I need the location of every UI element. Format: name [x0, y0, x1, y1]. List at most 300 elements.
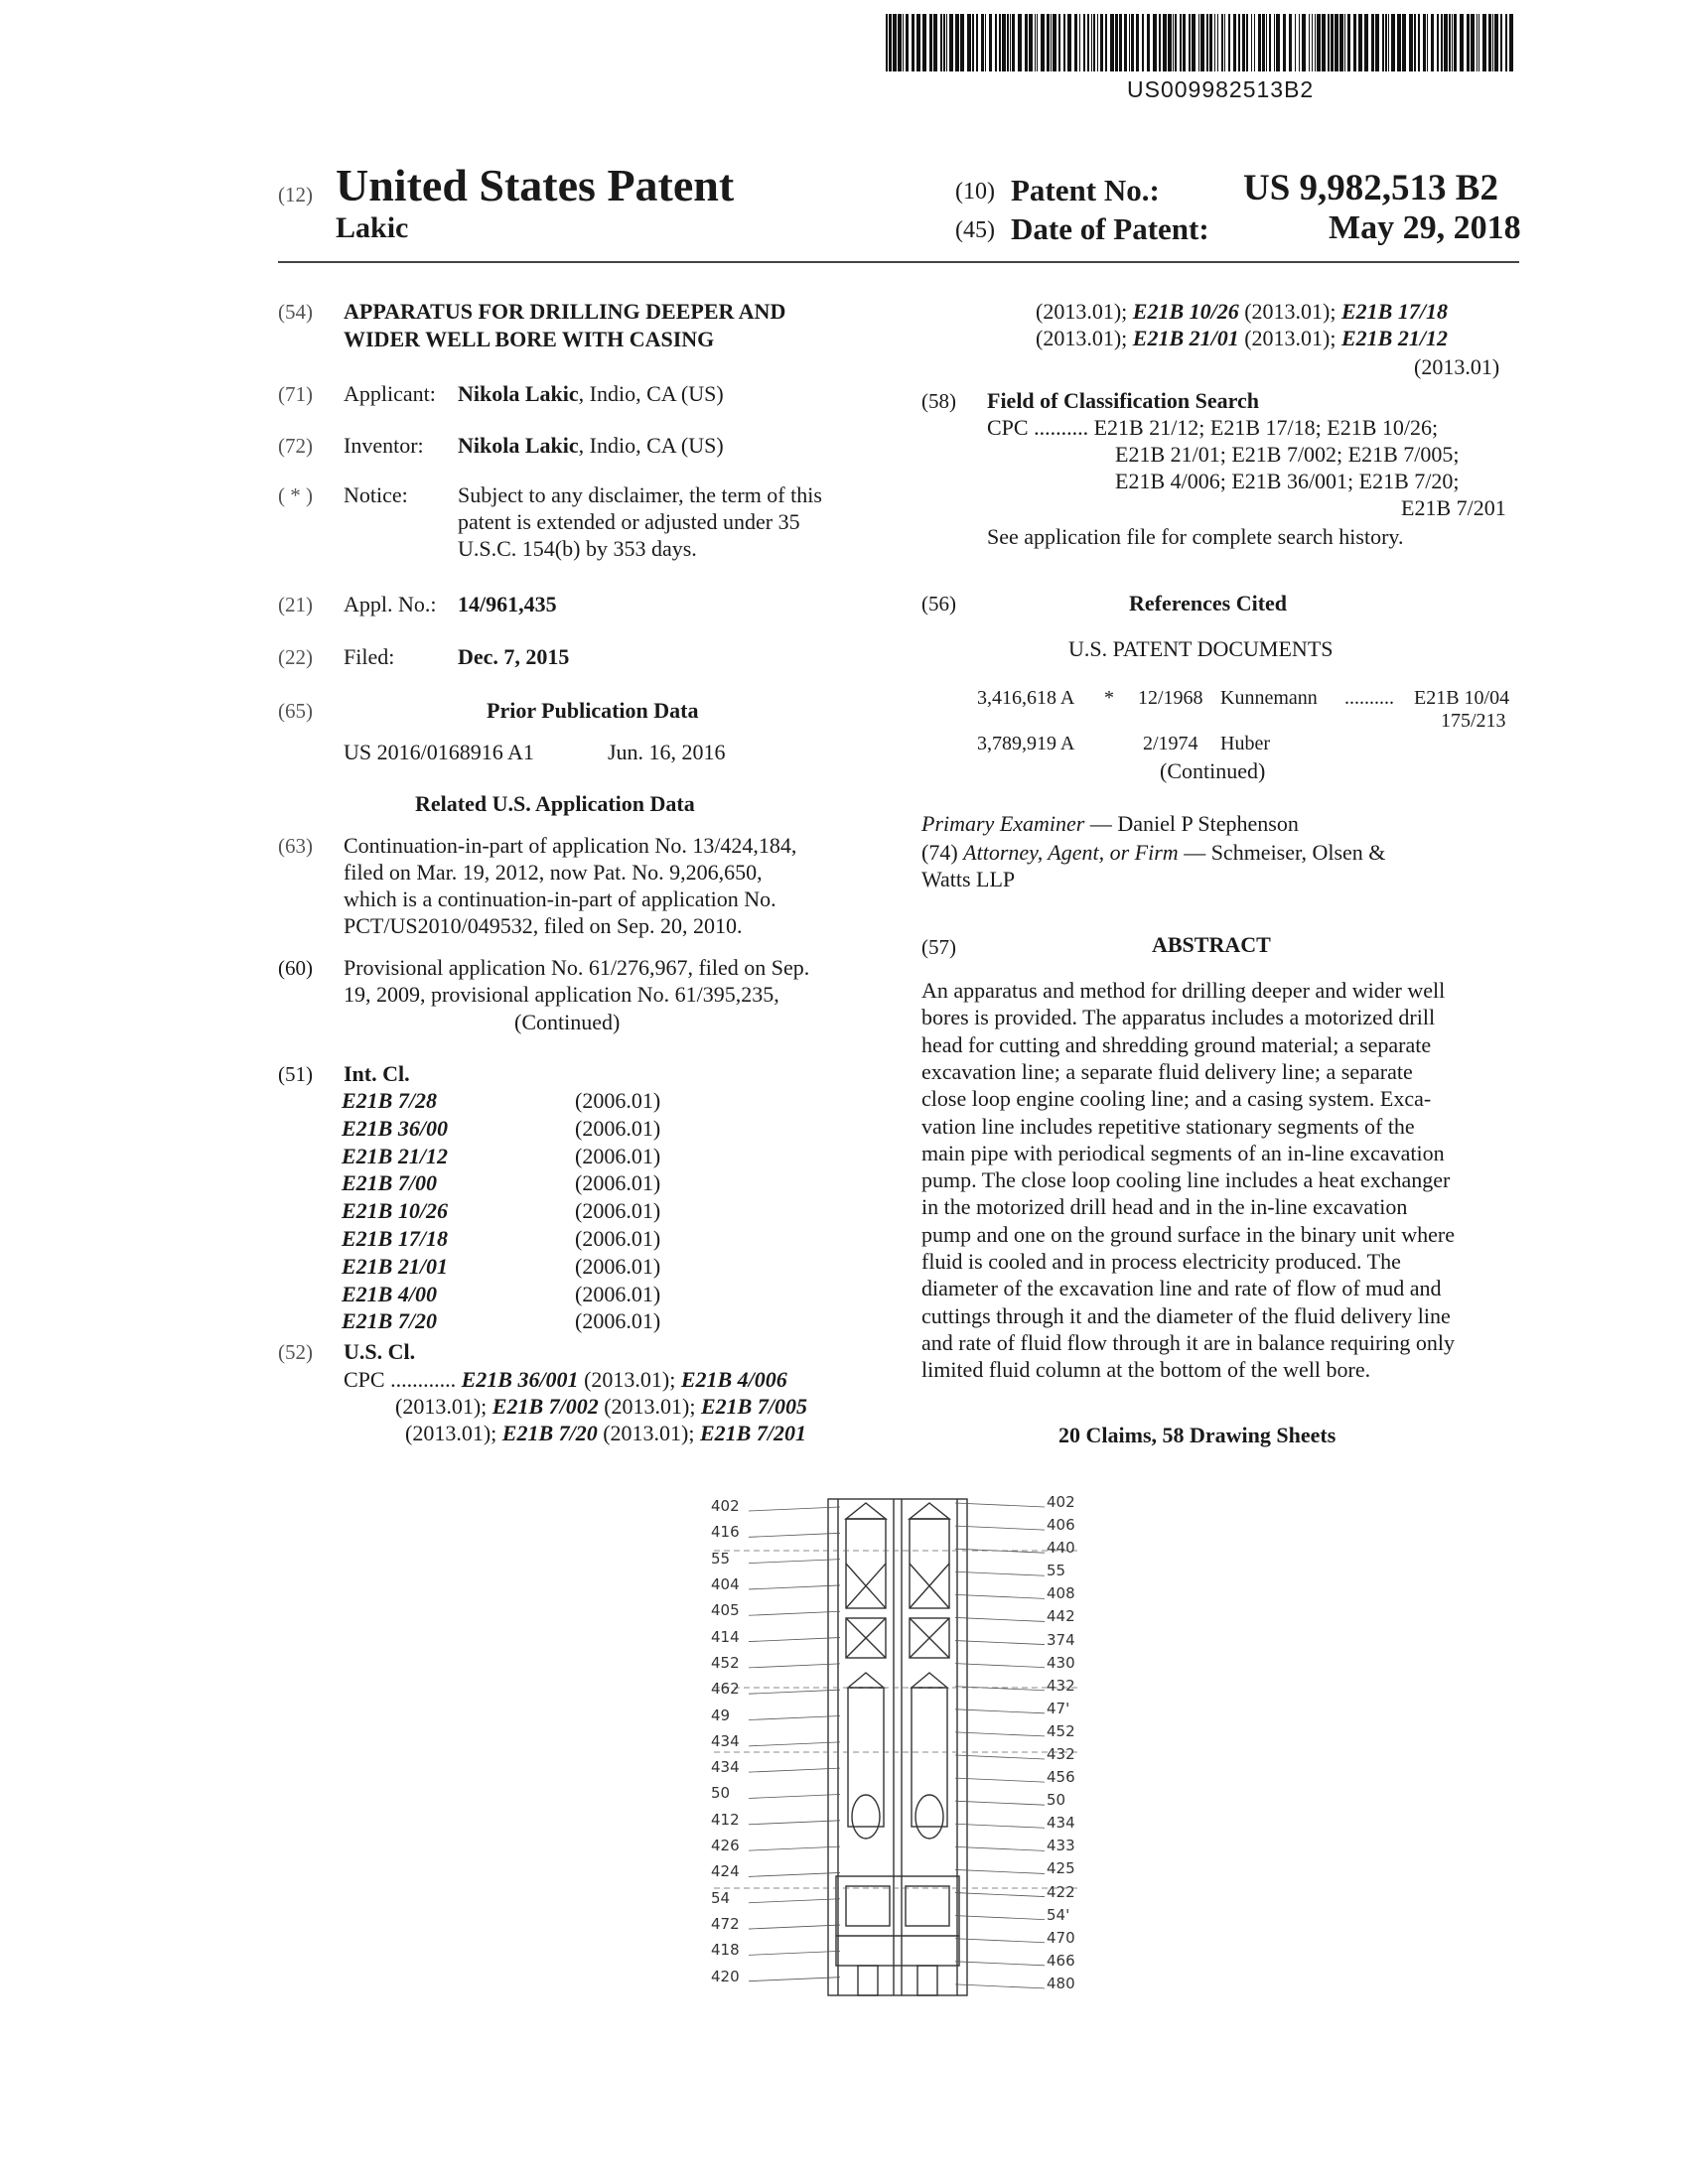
- barcode-bar: [1344, 14, 1345, 71]
- reference-numeral: 406: [1047, 1516, 1075, 1535]
- inid-60: (60): [278, 956, 313, 980]
- int-cl-code: E21B 17/18: [342, 1226, 448, 1251]
- barcode-bar: [1385, 14, 1387, 71]
- continuation-2: filed on Mar. 19, 2012, now Pat. No. 9,206,650,: [344, 860, 763, 885]
- leader-line: [749, 1794, 840, 1798]
- barcode-bar: [985, 14, 986, 71]
- barcode-bar: [1251, 14, 1252, 71]
- barcode-bar: [972, 14, 974, 71]
- reference-numeral: 456: [1047, 1768, 1075, 1787]
- barcode-bar: [1129, 14, 1130, 71]
- barcode-bar: [1025, 14, 1028, 71]
- invention-title-line2: WIDER WELL BORE WITH CASING: [344, 327, 715, 351]
- filed-date: Dec. 7, 2015: [458, 644, 570, 669]
- cpc-code: E21B 36/001: [461, 1367, 579, 1392]
- inventor: [458, 432, 724, 460]
- applicant-name: Nikola Lakic: [458, 381, 579, 406]
- reference-numeral: 49: [711, 1706, 731, 1724]
- reference-1-star: *: [1104, 687, 1114, 709]
- prior-publication-date: Jun. 16, 2016: [608, 740, 726, 764]
- leader-line: [955, 1801, 1045, 1805]
- cpc-code: E21B 7/002: [492, 1394, 599, 1419]
- barcode-bar: [1115, 14, 1118, 71]
- abstract-line: diameter of the excavation line and rate of flow of mud and: [921, 1276, 1442, 1301]
- leader-line: [749, 1716, 840, 1720]
- barcode-bar: [1224, 14, 1225, 71]
- us-patent-docs-heading: U.S. PATENT DOCUMENTS: [1068, 636, 1334, 661]
- reference-2-name: Huber: [1220, 733, 1270, 754]
- int-cl-version: (2006.01): [575, 1088, 661, 1113]
- abstract-line: close loop engine cooling line; and a casing system. Exca-: [921, 1086, 1432, 1112]
- cpc-version: (2013.01);: [597, 1421, 700, 1445]
- barcode-bar: [1431, 14, 1434, 71]
- barcode-bar: [1414, 14, 1416, 71]
- barcode-bar: [1002, 14, 1006, 71]
- abstract-line: limited fluid column at the bottom of the well bore.: [921, 1357, 1371, 1383]
- abstract-line: in the motorized drill head and in the in-line excavation: [921, 1194, 1408, 1220]
- int-cl-label: Int. Cl.: [344, 1061, 410, 1086]
- barcode-bar: [1131, 14, 1134, 71]
- reference-1-name: Kunnemann: [1220, 687, 1318, 709]
- continuation-3: which is a continuation-in-part of application No.: [344, 887, 776, 911]
- abstract-line: fluid is cooled and in process electricity produced. The: [921, 1249, 1401, 1274]
- barcode-bar: [1437, 14, 1439, 71]
- barcode-bar: [889, 14, 892, 71]
- inid-12: (12): [278, 183, 313, 206]
- cpc-code: E21B 21/01: [1132, 326, 1239, 350]
- reference-numeral: 420: [711, 1967, 740, 1985]
- leader-line: [749, 1690, 840, 1694]
- barcode-bar: [1358, 14, 1362, 71]
- barcode-bar: [1067, 14, 1071, 71]
- us-cl-cpc-line1: [344, 1366, 787, 1394]
- leader-line: [955, 1916, 1045, 1920]
- barcode-bar: [1087, 14, 1089, 71]
- barcode-bar: [1353, 14, 1356, 71]
- notice-label: Notice:: [344, 482, 408, 507]
- reference-1-number: 3,416,618 A: [977, 687, 1075, 709]
- barcode-bar: [886, 14, 888, 71]
- inid-71: (71): [278, 382, 313, 406]
- inid-51: (51): [278, 1062, 313, 1086]
- patent-type-title: United States Patent: [336, 160, 735, 210]
- barcode-bar: [967, 14, 971, 71]
- reference-numeral: 425: [1047, 1859, 1075, 1878]
- continuation-4: PCT/US2010/049532, filed on Sep. 20, 2010.: [344, 913, 743, 938]
- leader-line: [749, 1978, 840, 1981]
- reference-numeral: 426: [711, 1837, 740, 1855]
- reference-2-number: 3,789,919 A: [977, 733, 1075, 754]
- reference-numeral: 424: [711, 1862, 740, 1881]
- leader-line: [749, 1638, 840, 1642]
- field-cpc-3: E21B 4/006; E21B 36/001; E21B 7/20;: [1115, 469, 1460, 493]
- reference-numeral: 416: [711, 1523, 740, 1542]
- reference-numeral: 54': [1047, 1905, 1070, 1924]
- barcode-bar: [1423, 14, 1426, 71]
- barcode-bar: [940, 14, 942, 71]
- barcode-bar: [1209, 14, 1212, 71]
- reference-numeral: 470: [1047, 1928, 1075, 1947]
- cpc-code: E21B 17/18: [1341, 299, 1448, 324]
- barcode: [884, 14, 1519, 71]
- barcode-bar: [1371, 14, 1374, 71]
- cpc-code: E21B 7/005: [701, 1394, 807, 1419]
- field-search-heading: Field of Classification Search: [987, 388, 1259, 413]
- int-cl-code: E21B 21/01: [342, 1253, 448, 1279]
- inid-74: (74): [921, 840, 958, 865]
- barcode-bar: [949, 14, 953, 71]
- leader-line: [955, 1526, 1045, 1530]
- barcode-bar: [1246, 14, 1248, 71]
- notice-text-3: U.S.C. 154(b) by 353 days.: [458, 536, 697, 561]
- reference-numeral: 54: [711, 1888, 731, 1907]
- leader-line: [955, 1687, 1045, 1691]
- barcode-bar: [1183, 14, 1186, 71]
- cpc-version: (2013.01);: [405, 1421, 502, 1445]
- field-cpc-2: E21B 21/01; E21B 7/002; E21B 7/005;: [1115, 442, 1460, 467]
- reference-numeral: 433: [1047, 1837, 1075, 1855]
- barcode-bar: [1262, 14, 1265, 71]
- cpc-version: (2013.01);: [1036, 299, 1133, 324]
- barcode-bar: [1317, 14, 1321, 71]
- barcode-bar: [1242, 14, 1245, 71]
- us-cl-label: U.S. Cl.: [344, 1339, 416, 1364]
- reference-numeral: 55: [1047, 1562, 1066, 1580]
- primary-examiner: [921, 810, 1299, 838]
- barcode-bar: [1189, 14, 1191, 71]
- int-cl-version: (2006.01): [575, 1281, 661, 1306]
- barcode-bar: [1153, 14, 1157, 71]
- barcode-bar: [1147, 14, 1150, 71]
- reference-numeral: 452: [1047, 1721, 1075, 1740]
- leader-line: [955, 1641, 1045, 1645]
- cpc-version: (2013.01);: [1238, 326, 1341, 350]
- inid-56: (56): [921, 592, 956, 615]
- leader-line: [955, 1732, 1045, 1736]
- date-label: Date of Patent:: [1011, 211, 1209, 246]
- barcode-bar: [1299, 14, 1300, 71]
- barcode-bar: [999, 14, 1001, 71]
- leader-line: [955, 1939, 1045, 1943]
- barcode-bar: [1449, 14, 1451, 71]
- barcode-bar: [995, 14, 997, 71]
- reference-1-class: E21B 10/04: [1414, 687, 1510, 709]
- abstract-line: cuttings through it and the diameter of the fluid delivery line: [921, 1302, 1451, 1328]
- abstract-line: An apparatus and method for drilling deeper and wider well: [921, 978, 1446, 1003]
- continuation-1: Continuation-in-part of application No. 13/424,184,: [344, 833, 797, 858]
- cpc-version: (2013.01);: [578, 1367, 681, 1392]
- leader-line: [749, 1507, 840, 1511]
- attorney-name: — Schmeiser, Olsen &: [1178, 840, 1386, 865]
- attorney-name-2: Watts LLP: [921, 867, 1016, 891]
- inid-72: (72): [278, 434, 313, 458]
- barcode-bar: [1254, 14, 1255, 71]
- barcode-bar: [1233, 14, 1236, 71]
- leader-line: [955, 1571, 1045, 1575]
- appl-no-label: Appl. No.:: [344, 592, 437, 616]
- abstract-line: vation line includes repetitive stationary segments of the: [921, 1113, 1415, 1139]
- barcode-bar: [1364, 14, 1368, 71]
- cpc-code: E21B 10/26: [1132, 299, 1239, 324]
- attorney: [921, 839, 1385, 867]
- leader-line: [749, 1742, 840, 1746]
- barcode-bar: [1012, 14, 1015, 71]
- inid-notice: ( * ): [278, 483, 313, 507]
- barcode-bar: [976, 14, 978, 71]
- barcode-bar: [1454, 14, 1457, 71]
- notice-text-1: Subject to any disclaimer, the term of this: [458, 482, 822, 507]
- appl-no: 14/961,435: [458, 592, 557, 616]
- barcode-bar: [1488, 14, 1491, 71]
- inid-45: (45): [955, 217, 995, 243]
- barcode-bar: [1168, 14, 1172, 71]
- barcode-bar: [1322, 14, 1326, 71]
- int-cl-version: (2006.01): [575, 1143, 661, 1168]
- reference-numeral: 434: [711, 1731, 740, 1750]
- reference-numeral: 432: [1047, 1676, 1075, 1695]
- barcode-bar: [1074, 14, 1077, 71]
- leader-line: [955, 1869, 1045, 1873]
- barcode-bar: [1105, 14, 1107, 71]
- barcode-bar: [989, 14, 992, 71]
- barcode-bar: [1441, 14, 1443, 71]
- inid-63: (63): [278, 834, 313, 858]
- leader-line: [749, 1533, 840, 1537]
- barcode-bar: [1051, 14, 1052, 71]
- barcode-bar: [1214, 14, 1215, 71]
- barcode-bar: [1347, 14, 1350, 71]
- representative-drawing: [709, 1489, 1086, 2005]
- barcode-bar: [1276, 14, 1280, 71]
- barcode-bar: [1058, 14, 1060, 71]
- leader-line: [955, 1778, 1045, 1782]
- reference-1-dots: ..........: [1344, 687, 1394, 709]
- cpc-cont-line3: (2013.01): [1414, 354, 1500, 379]
- field-see-note: See application file for complete search history.: [987, 524, 1404, 549]
- abstract-line: bores is provided. The apparatus includes a motorized drill: [921, 1005, 1436, 1030]
- barcode-bar: [1494, 14, 1498, 71]
- barcode-bar: [1093, 14, 1095, 71]
- barcode-bar: [1035, 14, 1036, 71]
- provisional-2: 19, 2009, provisional application No. 61/395,235,: [344, 982, 779, 1007]
- barcode-bar: [1397, 14, 1401, 71]
- abstract-line: head for cutting and shredding ground material; a separate: [921, 1031, 1432, 1057]
- barcode-bar: [916, 14, 920, 71]
- barcode-bar: [1375, 14, 1379, 71]
- provisional-1: Provisional application No. 61/276,967, filed on Sep.: [344, 955, 810, 980]
- barcode-bar: [903, 14, 904, 71]
- cpc-label: CPC ............: [344, 1367, 457, 1392]
- barcode-bar: [1217, 14, 1218, 71]
- filed-label: Filed:: [344, 644, 395, 669]
- prior-publication-number: US 2016/0168916 A1: [344, 740, 534, 764]
- reference-numeral: 466: [1047, 1951, 1075, 1970]
- barcode-bar: [1198, 14, 1199, 71]
- int-cl-version: (2006.01): [575, 1198, 661, 1224]
- reference-numeral: 422: [1047, 1882, 1075, 1901]
- reference-1-date: 12/1968: [1138, 687, 1203, 709]
- reference-numeral: 402: [1047, 1493, 1075, 1511]
- cpc-version: (2013.01);: [1238, 299, 1341, 324]
- claims-count: 20 Claims, 58 Drawing Sheets: [1058, 1423, 1336, 1447]
- reference-numeral: 412: [711, 1810, 740, 1829]
- inventor-name: Nikola Lakic: [458, 433, 579, 458]
- leader-line: [749, 1899, 840, 1903]
- barcode-bar: [1221, 14, 1223, 71]
- barcode-bar: [1388, 14, 1389, 71]
- barcode-bar: [1482, 14, 1486, 71]
- barcode-bar: [1228, 14, 1230, 71]
- leader-line: [749, 1925, 840, 1929]
- barcode-bar: [1173, 14, 1174, 71]
- barcode-bar: [1478, 14, 1479, 71]
- abstract-line: main pipe with periodical segments of an in-line excavation: [921, 1140, 1445, 1165]
- barcode-bar: [1206, 14, 1208, 71]
- barcode-bar: [1007, 14, 1009, 71]
- barcode-bar: [1295, 14, 1296, 71]
- barcode-bar: [1159, 14, 1161, 71]
- leader-line: [749, 1951, 840, 1955]
- inid-65: (65): [278, 699, 313, 723]
- abstract-heading: ABSTRACT: [1152, 932, 1271, 957]
- cpc-version: (2013.01);: [395, 1394, 492, 1419]
- reference-numeral: 432: [1047, 1745, 1075, 1763]
- barcode-bar: [1302, 14, 1306, 71]
- abstract-line: pump. The close loop cooling line includes a heat exchanger: [921, 1167, 1451, 1193]
- barcode-bar: [1192, 14, 1196, 71]
- barcode-bar: [1335, 14, 1338, 71]
- barcode-bar: [929, 14, 932, 71]
- inid-58: (58): [921, 389, 956, 413]
- int-cl-code: E21B 7/00: [342, 1170, 437, 1196]
- barcode-bar: [1274, 14, 1275, 71]
- references-continued: (Continued): [1160, 758, 1266, 783]
- int-cl-version: (2006.01): [575, 1115, 661, 1141]
- cpc-version: (2013.01);: [598, 1394, 701, 1419]
- cpc-code: E21B 21/12: [1341, 326, 1448, 350]
- invention-title-line1: APPARATUS FOR DRILLING DEEPER AND: [344, 299, 786, 324]
- barcode-bar: [1142, 14, 1144, 71]
- int-cl-code: E21B 10/26: [342, 1198, 448, 1224]
- barcode-bar: [1083, 14, 1085, 71]
- reference-numeral: 414: [711, 1627, 740, 1646]
- barcode-bar: [1163, 14, 1167, 71]
- int-cl-code: E21B 36/00: [342, 1115, 448, 1141]
- leader-line: [955, 1824, 1045, 1828]
- barcode-bar: [1136, 14, 1139, 71]
- inid-21: (21): [278, 593, 313, 616]
- leader-line: [955, 1664, 1045, 1668]
- leader-line: [955, 1962, 1045, 1966]
- barcode-bar: [1053, 14, 1056, 71]
- barcode-bar: [1471, 14, 1475, 71]
- leader-line: [955, 1846, 1045, 1850]
- leader-line: [749, 1821, 840, 1825]
- leader-line: [749, 1611, 840, 1615]
- reference-numeral: 480: [1047, 1974, 1075, 1992]
- field-cpc-4: E21B 7/201: [1401, 495, 1506, 520]
- inid-52: (52): [278, 1340, 313, 1364]
- barcode-bar: [1091, 14, 1092, 71]
- reference-numeral: 418: [711, 1941, 740, 1960]
- inventor-location: , Indio, CA (US): [578, 433, 724, 458]
- barcode-bar: [1269, 14, 1271, 71]
- field-cpc-1: CPC .......... E21B 21/12; E21B 17/18; E21B 10/26;: [987, 415, 1439, 440]
- reference-numeral: 440: [1047, 1539, 1075, 1558]
- barcode-bar: [1124, 14, 1127, 71]
- reference-1-class2: 175/213: [1441, 710, 1506, 732]
- barcode-bar: [1402, 14, 1406, 71]
- prior-publication-heading: Prior Publication Data: [487, 698, 699, 723]
- leader-line: [955, 1617, 1045, 1621]
- applicant-location: , Indio, CA (US): [578, 381, 724, 406]
- int-cl-code: E21B 21/12: [342, 1143, 448, 1168]
- barcode-bar: [1018, 14, 1022, 71]
- provisional-continued: (Continued): [514, 1010, 621, 1034]
- patent-number: US 9,982,513 B2: [1243, 168, 1498, 208]
- barcode-bar: [1312, 14, 1313, 71]
- barcode-bar: [906, 14, 909, 71]
- related-data-heading: Related U.S. Application Data: [415, 791, 695, 816]
- int-cl-code: E21B 4/00: [342, 1281, 437, 1306]
- header-divider: [278, 261, 1519, 263]
- cpc-cont-line1: [1036, 298, 1448, 326]
- abstract-line: excavation line; a separate fluid delivery line; a separate: [921, 1058, 1413, 1084]
- barcode-bar: [1460, 14, 1464, 71]
- barcode-bar: [1097, 14, 1098, 71]
- cpc-version: (2013.01);: [1036, 326, 1133, 350]
- reference-numeral: 402: [711, 1497, 740, 1515]
- reference-numeral: 47': [1047, 1699, 1070, 1717]
- int-cl-version: (2006.01): [575, 1226, 661, 1251]
- drilling-apparatus-figure: [709, 1489, 1086, 2005]
- barcode-bar: [1175, 14, 1177, 71]
- barcode-bar: [1200, 14, 1204, 71]
- int-cl-version: (2006.01): [575, 1170, 661, 1196]
- inid-22: (22): [278, 645, 313, 669]
- barcode-bar: [1339, 14, 1343, 71]
- patent-no-label: Patent No.:: [1011, 173, 1160, 207]
- inid-57: (57): [921, 935, 956, 959]
- reference-numeral: 405: [711, 1601, 740, 1620]
- barcode-number: US009982513B2: [1127, 76, 1315, 102]
- barcode-bar: [1037, 14, 1038, 71]
- abstract-line: pump and one on the ground surface in the binary unit where: [921, 1221, 1456, 1247]
- reference-numeral: 50: [711, 1784, 731, 1803]
- barcode-bar: [1505, 14, 1507, 71]
- barcode-bar: [1467, 14, 1470, 71]
- cpc-code: E21B 4/006: [680, 1367, 787, 1392]
- applicant-label: Applicant:: [344, 381, 436, 406]
- barcode-bar: [1238, 14, 1240, 71]
- barcode-bar: [1079, 14, 1080, 71]
- barcode-bar: [1315, 14, 1316, 71]
- barcode-bar: [946, 14, 947, 71]
- reference-numeral: 434: [711, 1758, 740, 1777]
- reference-numeral: 408: [1047, 1584, 1075, 1603]
- inventor-label: Inventor:: [344, 433, 424, 458]
- examiner-label: Primary Examiner: [921, 811, 1085, 836]
- inid-54: (54): [278, 300, 313, 324]
- leader-line: [955, 1893, 1045, 1897]
- reference-numeral: 434: [1047, 1814, 1075, 1833]
- barcode-bar: [933, 14, 937, 71]
- barcode-bar: [1382, 14, 1384, 71]
- leader-line: [955, 1755, 1045, 1759]
- reference-numeral: 452: [711, 1653, 740, 1672]
- barcode-bar: [1444, 14, 1448, 71]
- leader-line: [955, 1594, 1045, 1598]
